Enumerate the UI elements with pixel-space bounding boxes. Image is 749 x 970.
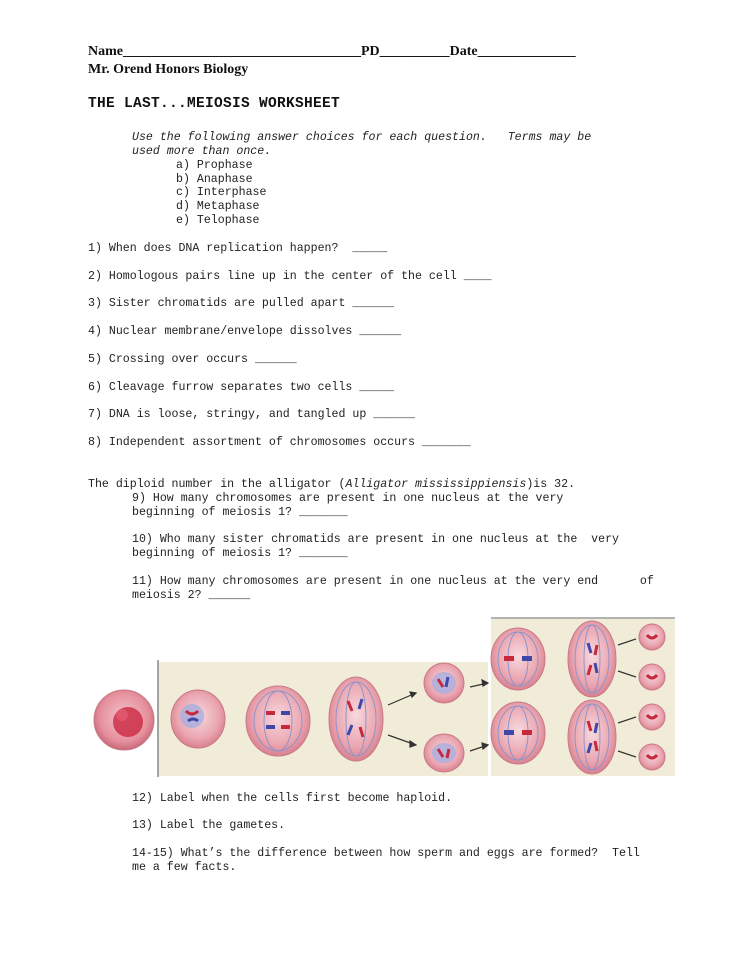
question-7: 7) DNA is loose, stringy, and tangled up ______ <box>88 408 415 421</box>
metaphase-2-cell-bottom <box>491 702 545 764</box>
instructions-line-1: Use the following answer choices for each question. Terms may be <box>132 131 592 144</box>
question-12: 12) Label when the cells first become haploid. <box>132 792 453 805</box>
question-14-15-line-2: me a few facts. <box>132 861 237 874</box>
question-4: 4) Nuclear membrane/envelope dissolves ______ <box>88 325 402 338</box>
name-pd-date-line: Name__________________________________PD__________Date______________ <box>88 44 576 59</box>
question-3: 3) Sister chromatids are pulled apart ______ <box>88 297 395 310</box>
worksheet-title: THE LAST...MEIOSIS WORKSHEET <box>88 96 341 112</box>
question-6: 6) Cleavage furrow separates two cells _____ <box>88 381 395 394</box>
question-8: 8) Independent assortment of chromosomes occurs _______ <box>88 436 471 449</box>
anaphase-2-cell-bottom <box>568 700 616 774</box>
alligator-species: Alligator mississippiensis <box>345 478 527 491</box>
alligator-intro-suffix: )is 32. <box>526 478 576 491</box>
metaphase-2-cell-top <box>491 628 545 690</box>
meiosis-diagram-svg <box>88 615 678 780</box>
question-10-line-2: beginning of meiosis 1? _______ <box>132 547 348 560</box>
question-10-line-1: 10) Who many sister chromatids are present in one nucleus at the very <box>132 533 620 546</box>
question-9-line-2: beginning of meiosis 1? _______ <box>132 506 348 519</box>
interphase-cell <box>94 690 154 750</box>
prophase-1-cell <box>171 690 225 748</box>
gamete-4 <box>639 744 665 770</box>
meiosis-diagram <box>88 615 678 780</box>
gamete-3 <box>639 704 665 730</box>
anaphase-1-cell <box>329 677 383 761</box>
telophase-1-daughter-bottom <box>424 734 464 772</box>
question-2: 2) Homologous pairs line up in the center of the cell ____ <box>88 270 492 283</box>
question-9-line-1: 9) How many chromosomes are present in one nucleus at the very <box>132 492 564 505</box>
choice-b: b) Anaphase <box>176 173 253 186</box>
choice-d: d) Metaphase <box>176 200 260 213</box>
choice-e: e) Telophase <box>176 214 260 227</box>
choice-a: a) Prophase <box>176 159 253 172</box>
gamete-2 <box>639 664 665 690</box>
question-13: 13) Label the gametes. <box>132 819 286 832</box>
question-11-line-1: 11) How many chromosomes are present in one nucleus at the very end of <box>132 575 654 588</box>
question-11-line-2: meiosis 2? ______ <box>132 589 251 602</box>
question-14-15-line-1: 14-15) What’s the difference between how sperm and eggs are formed? Tell <box>132 847 640 860</box>
instructions-line-2: used more than once. <box>132 145 272 158</box>
anaphase-2-cell-top <box>568 621 616 697</box>
choice-c: c) Interphase <box>176 186 267 199</box>
alligator-intro-prefix: The diploid number in the alligator ( <box>88 478 346 491</box>
alligator-intro <box>88 478 575 491</box>
teacher-class-line: Mr. Orend Honors Biology <box>88 62 249 77</box>
metaphase-1-cell <box>246 686 310 756</box>
question-1: 1) When does DNA replication happen? _____ <box>88 242 388 255</box>
telophase-1-daughter-top <box>424 663 464 703</box>
question-5: 5) Crossing over occurs ______ <box>88 353 297 366</box>
gamete-1 <box>639 624 665 650</box>
